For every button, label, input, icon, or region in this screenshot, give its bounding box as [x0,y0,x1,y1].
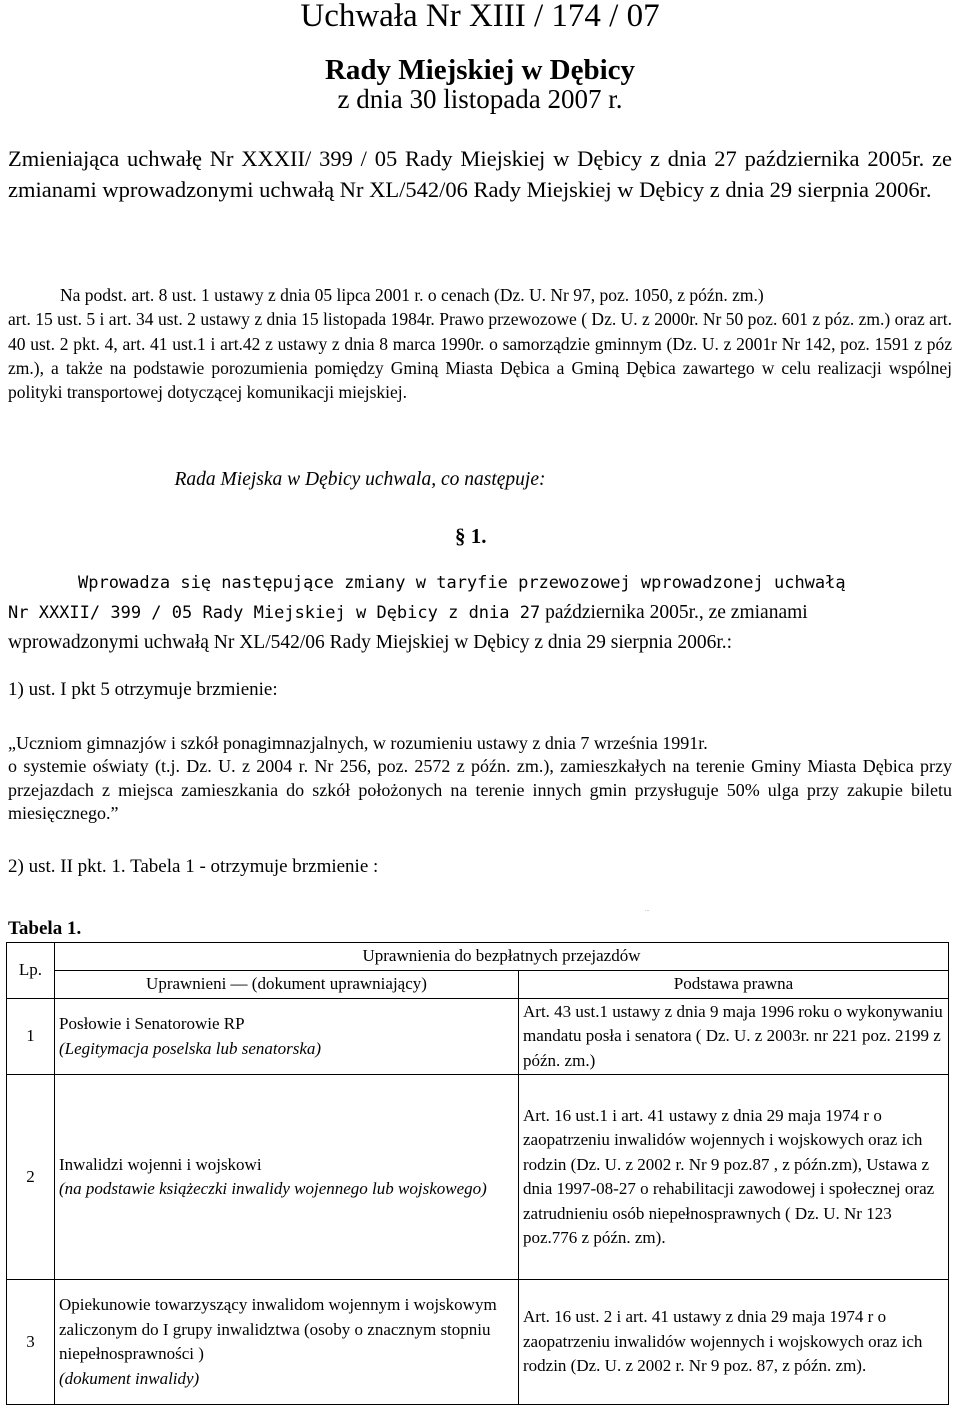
legal-basis-cell: Art. 16 ust. 2 i art. 41 ustawy z dnia 29 maja 1974 r o zaopatrzeniu inwalidów wojennych i wojskowych oraz ich rodzin (Dz. U. z 2002 r. Nr 9 poz. 87, z późn. zm). [519,1280,949,1405]
enacting-clause: Rada Miejska w Dębicy uchwala, co następuje: [174,469,546,490]
issuer-heading: Rady Miejskiej w Dębicy [324,54,636,86]
free-travel-table [6,942,949,1405]
item-2: 2) ust. II pkt. 1. Tabela 1 - otrzymuje brzmienie : [8,856,379,877]
header-entitled: Uprawnieni — (dokument uprawniający) [55,971,519,999]
item-1: 1) ust. I pkt 5 otrzymuje brzmienie: [8,679,278,700]
change-line-1-text: Wprowadza się następujące zmiany w taryfie przewozowej wprowadzonej uchwałą [78,573,846,593]
entitled-document: (na podstawie książeczki inwalidy wojennego lub wojskowego) [59,1179,487,1198]
entitled-cell [55,1280,519,1405]
row-number: 1 [7,999,55,1075]
row-number: 3 [7,1280,55,1405]
section-mark: § 1. [455,524,487,548]
table-row [7,1280,949,1405]
change-paragraph [8,568,952,657]
entitled-name: Opiekunowie towarzyszący inwalidom wojennym i wojskowym zaliczonym do I grupy inwalidztwa (osoby o znacznym stopniu niepełnosprawności ) [59,1295,497,1363]
header-legal-basis: Podstawa prawna [519,971,949,999]
change-line-1 [8,568,952,598]
resolution-date: z dnia 30 listopada 2007 r. [337,84,623,114]
table-caption: Tabela 1. [8,918,82,939]
change-line-2 [8,598,952,628]
stray-mark: ... [645,907,650,913]
entitled-document: (dokument inwalidy) [59,1368,200,1388]
quote-continued: o systemie oświaty (t.j. Dz. U. z 2004 r. Nr 256, poz. 2572 z późn. zm.), zamieszkałych na terenie Gminy Miasta Dębica przy przejazdach z miejsca zamieszkania do szkół położonych na terenie innych gmin przysługuje 50% ulga przy zakupie biletu miesięcznego.” [8,756,952,823]
table-row [7,999,949,1075]
table-header-row-2 [7,971,949,999]
legal-basis-first-line: Na podst. art. 8 ust. 1 ustawy z dnia 05 lipca 2001 r. o cenach (Dz. U. Nr 97, poz. 1050, z późn. zm.) [60,285,764,305]
legal-basis-cell: Art. 43 ust.1 ustawy z dnia 9 maja 1996 roku o wykonywaniu mandatu posła i senatora ( Dz. U. z 2003r. nr 221 poz. 2199 z późn. zm.) [519,999,949,1075]
header-group: Uprawnienia do bezpłatnych przejazdów [55,943,949,971]
header-lp: Lp. [7,943,55,999]
row-number: 2 [7,1075,55,1280]
entitled-name: Inwalidzi wojenni i wojskowi [59,1154,262,1174]
table-header-row-1 [7,943,949,971]
quote-first-line: „Uczniom gimnazjów i szkół ponagimnazjalnych, w rozumieniu ustawy z dnia 7 września 1991r. [8,733,708,753]
entitled-document: (Legitymacja poselska lub senatorska) [59,1038,322,1058]
change-line-2-mono: Nr XXXII/ 399 / 05 Rady Miejskiej w Dębicy z dnia 27 [8,603,541,623]
quoted-provision [8,732,952,825]
change-line-3: wprowadzonymi uchwałą Nr XL/542/06 Rady Miejskiej w Dębicy z dnia 29 sierpnia 2006r.: [8,632,733,653]
entitled-cell [55,1075,519,1280]
amendment-statement: Zmieniająca uchwałę Nr XXXII/ 399 / 05 Rady Miejskiej w Dębicy z dnia 27 października 2005r. ze zmianami wprowadzonymi uchwałą Nr XL/542/06 Rady Miejskiej w Dębicy z dnia 29 sierpnia 2006r. [8,146,952,202]
resolution-title: Uchwała Nr XIII / 174 / 07 [300,0,660,34]
legal-basis-cell: Art. 16 ust.1 i art. 41 ustawy z dnia 29 maja 1974 r o zaopatrzeniu inwalidów wojennych i wojskowych oraz ich rodzin (Dz. U. z 2002 r. Nr 9 poz.87 , z późn.zm), Ustawa z dnia 1997-08-27 o rehabilitacji zawodowej i społecznej oraz zatrudnieniu osób niepełnosprawnych ( Dz. U. Nr 123 poz.776 z późn. zm). [519,1075,949,1280]
change-line-2-rest: października 2005r., ze zmianami [540,602,808,623]
legal-basis-paragraph [8,283,952,404]
entitled-cell [55,999,519,1075]
table-row [7,1075,949,1280]
legal-basis-continued: art. 15 ust. 5 i art. 34 ust. 2 ustawy z dnia 15 listopada 1984r. Prawo przewozowe ( Dz. U. z 2000r. Nr 50 poz. 601 z póz. zm.) oraz art. 40 ust. 2 pkt. 4, art. 41 ust.1 i art.42 z ustawy z dnia 8 marca 1990r. o samorządzie gminnym (Dz. U. z 2001r Nr 142, poz. 1591 z póz zm.), a także na podstawie porozumienia pomiędzy Gminą Miasta Dębica a Gminą Dębica zawartego w celu realizacji wspólnej polityki transportowej dotyczącej komunikacji miejskiej. [8,309,952,403]
entitled-name: Posłowie i Senatorowie RP [59,1014,245,1033]
